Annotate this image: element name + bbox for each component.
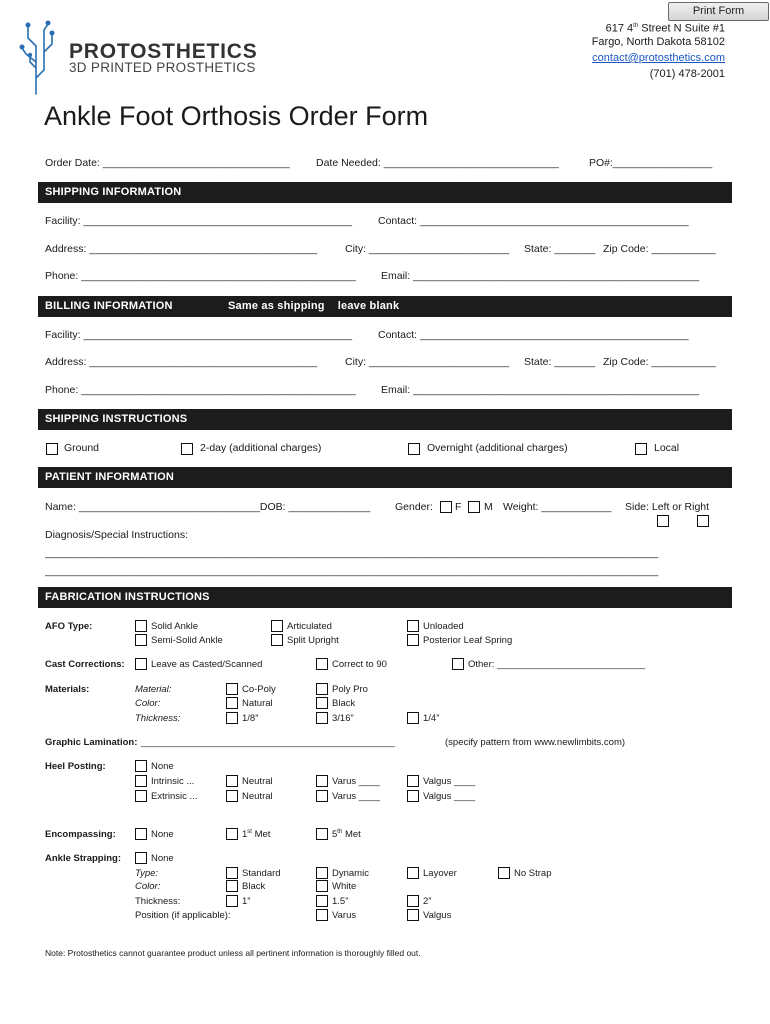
brand-tagline: 3D PRINTED PROSTHETICS [69, 60, 256, 75]
billing-city-field[interactable]: City: ________________________ [345, 356, 510, 368]
footer-note: Note: Protosthetics cannot guarantee product unless all pertinent information is thoroughly filled out. [45, 948, 421, 958]
semi-solid-ankle-checkbox[interactable] [135, 634, 147, 646]
strap-position-label: Position (if applicable): [135, 910, 231, 921]
email-link[interactable]: contact@protosthetics.com [592, 52, 725, 64]
billing-email-field[interactable]: Email: _________________________________________________ [381, 384, 700, 396]
intrinsic-varus-field[interactable]: Varus ____ [332, 776, 380, 787]
thickness-3-16-checkbox[interactable] [316, 712, 328, 724]
layover-checkbox[interactable] [407, 867, 419, 879]
address-line-1: 617 4th Street N Suite #1 [605, 22, 725, 35]
billing-contact-field[interactable]: Contact: ______________________________________________ [378, 329, 689, 341]
one-inch-checkbox[interactable] [226, 895, 238, 907]
leave-as-cast-checkbox[interactable] [135, 658, 147, 670]
billing-header-label: BILLING INFORMATION [45, 300, 173, 312]
split-upright-checkbox[interactable] [271, 634, 283, 646]
solid-ankle-checkbox[interactable] [135, 620, 147, 632]
company-phone: (701) 478-2001 [649, 68, 725, 80]
local-label: Local [654, 442, 680, 454]
shipping-facility-field[interactable]: Facility: ______________________________________________ [45, 215, 353, 227]
address-line-2: Fargo, North Dakota 58102 [591, 36, 725, 48]
intrinsic-valgus-checkbox[interactable] [407, 775, 419, 787]
natural-label: Natural [242, 698, 273, 709]
date-needed-field[interactable]: Date Needed: ______________________________ [316, 157, 559, 169]
unloaded-label: Unloaded [423, 621, 464, 632]
split-upright-label: Split Upright [287, 635, 339, 646]
correct-to-90-checkbox[interactable] [316, 658, 328, 670]
intrinsic-varus-checkbox[interactable] [316, 775, 328, 787]
intrinsic-neutral-label: Neutral [242, 776, 273, 787]
strap-thickness-label: Thickness: [135, 896, 181, 907]
extrinsic-neutral-label: Neutral [242, 791, 273, 802]
diagnosis-label: Diagnosis/Special Instructions: [45, 529, 188, 541]
billing-facility-field[interactable]: Facility: ______________________________________________ [45, 329, 353, 341]
po-field[interactable]: PO#:_________________ [589, 157, 713, 169]
shipping-address-field[interactable]: Address: _______________________________________ [45, 243, 318, 255]
strapping-none-checkbox[interactable] [135, 852, 147, 864]
strap-valgus-checkbox[interactable] [407, 909, 419, 921]
intrinsic-label: Intrinsic ... [151, 776, 195, 787]
strap-varus-checkbox[interactable] [316, 909, 328, 921]
thickness-1-8-checkbox[interactable] [226, 712, 238, 724]
overnight-label: Overnight (additional charges) [427, 442, 568, 454]
encompassing-none-label: None [151, 829, 174, 840]
encompassing-label: Encompassing: [45, 829, 116, 840]
weight-field[interactable]: Weight: ____________ [503, 501, 612, 513]
gender-label: Gender: [395, 501, 433, 513]
unloaded-checkbox[interactable] [407, 620, 419, 632]
side-left-checkbox[interactable] [657, 515, 669, 527]
print-form-button[interactable]: Print Form [668, 2, 769, 21]
diagnosis-line-1[interactable]: _________________________________________________________________________________________________________ [45, 547, 659, 559]
standard-checkbox[interactable] [226, 867, 238, 879]
intrinsic-checkbox[interactable] [135, 775, 147, 787]
extrinsic-valgus-checkbox[interactable] [407, 790, 419, 802]
graphic-lamination-field[interactable]: ________________________________________________ [141, 737, 395, 748]
gender-female-label: F [455, 501, 462, 513]
thickness-1-8-label: 1/8” [242, 713, 259, 724]
fifth-met-checkbox[interactable] [316, 828, 328, 840]
one-five-inch-checkbox[interactable] [316, 895, 328, 907]
strapping-none-label: None [151, 853, 174, 864]
shipping-phone-field[interactable]: Phone: _______________________________________________ [45, 270, 356, 282]
color-sub-label: Color: [135, 698, 161, 709]
gender-male-checkbox[interactable] [468, 501, 480, 513]
billing-phone-field[interactable]: Phone: _______________________________________________ [45, 384, 356, 396]
two-day-checkbox[interactable] [181, 443, 193, 455]
natural-checkbox[interactable] [226, 697, 238, 709]
extrinsic-varus-checkbox[interactable] [316, 790, 328, 802]
co-poly-checkbox[interactable] [226, 683, 238, 695]
diagnosis-line-2[interactable]: _________________________________________________________________________________________________________ [45, 565, 659, 577]
solid-ankle-label: Solid Ankle [151, 621, 199, 632]
extrinsic-label: Extrinsic ... [151, 791, 198, 802]
ankle-strapping-label: Ankle Strapping: [45, 853, 122, 864]
overnight-checkbox[interactable] [408, 443, 420, 455]
billing-address-field[interactable]: Address: _______________________________________ [45, 356, 318, 368]
first-met-checkbox[interactable] [226, 828, 238, 840]
shipping-zip-field[interactable]: Zip Code: ___________ [603, 243, 716, 255]
cast-corrections-label: Cast Corrections: [45, 659, 125, 670]
dynamic-label: Dynamic [332, 868, 369, 879]
articulated-label: Articulated [287, 621, 332, 632]
thickness-sub-label: Thickness: [135, 713, 181, 724]
shipping-instructions-header: SHIPPING INSTRUCTIONS [38, 409, 732, 430]
two-inch-checkbox[interactable] [407, 895, 419, 907]
co-poly-label: Co-Poly [242, 684, 276, 695]
extrinsic-neutral-checkbox[interactable] [226, 790, 238, 802]
two-day-label: 2-day (additional charges) [200, 442, 322, 454]
heel-posting-label: Heel Posting: [45, 761, 106, 772]
strap-varus-label: Varus [332, 910, 357, 921]
graphic-lamination-label: Graphic Lamination: [45, 737, 138, 748]
no-strap-checkbox[interactable] [498, 867, 510, 879]
one-five-inch-label: 1.5” [332, 896, 349, 907]
strap-valgus-label: Valgus [423, 910, 452, 921]
materials-label: Materials: [45, 684, 90, 695]
extrinsic-valgus-field[interactable]: Valgus ____ [423, 791, 476, 802]
patient-info-header: PATIENT INFORMATION [38, 467, 732, 488]
black-checkbox[interactable] [316, 697, 328, 709]
billing-same-as-shipping-note: Same as shipping leave blank [228, 300, 400, 312]
gender-male-label: M [484, 501, 493, 513]
ground-label: Ground [64, 442, 100, 454]
side-right-checkbox[interactable] [697, 515, 709, 527]
afo-type-label: AFO Type: [45, 621, 93, 632]
shipping-info-header: SHIPPING INFORMATION [38, 182, 732, 203]
billing-info-header [38, 296, 732, 317]
billing-zip-field[interactable]: Zip Code: ___________ [603, 356, 716, 368]
thickness-1-4-checkbox[interactable] [407, 712, 419, 724]
local-checkbox[interactable] [635, 443, 647, 455]
thickness-3-16-label: 3/16” [332, 713, 354, 724]
other-field[interactable]: Other: ____________________________ [468, 659, 645, 670]
ground-checkbox[interactable] [46, 443, 58, 455]
encompassing-none-checkbox[interactable] [135, 828, 147, 840]
black-label: Black [332, 698, 356, 709]
layover-label: Layover [423, 868, 457, 879]
material-sub-label: Material: [135, 684, 172, 695]
thickness-1-4-label: 1/4” [423, 713, 440, 724]
strap-black-label: Black [242, 881, 266, 892]
graphic-lamination-note: (specify pattern from www.newlimbits.com) [445, 737, 626, 748]
billing-state-field[interactable]: State: _______ [524, 356, 596, 368]
strap-color-label: Color: [135, 881, 161, 892]
no-strap-label: No Strap [514, 868, 552, 879]
page-title: Ankle Foot Orthosis Order Form [44, 101, 429, 131]
fabrication-header: FABRICATION INSTRUCTIONS [38, 587, 732, 608]
posterior-leaf-checkbox[interactable] [407, 634, 419, 646]
two-inch-label: 2” [423, 896, 432, 907]
brand-name: PROTOSTHETICS [69, 40, 258, 63]
standard-label: Standard [242, 868, 281, 879]
poly-pro-checkbox[interactable] [316, 683, 328, 695]
poly-pro-label: Poly Pro [332, 684, 368, 695]
white-checkbox[interactable] [316, 880, 328, 892]
shipping-contact-field[interactable]: Contact: ______________________________________________ [378, 215, 689, 227]
heel-none-label: None [151, 761, 174, 772]
side-label: Side: Left or Right [625, 501, 710, 513]
intrinsic-valgus-field[interactable]: Valgus ____ [423, 776, 476, 787]
other-checkbox[interactable] [452, 658, 464, 670]
shipping-city-field[interactable]: City: ________________________ [345, 243, 510, 255]
gender-female-checkbox[interactable] [440, 501, 452, 513]
shipping-email-field[interactable]: Email: _________________________________________________ [381, 270, 700, 282]
patient-name-dob-field[interactable]: Name: _______________________________DOB: ______________ [45, 501, 371, 513]
order-date-field[interactable]: Order Date: ________________________________ [45, 157, 290, 169]
semi-solid-ankle-label: Semi-Solid Ankle [151, 635, 223, 646]
posterior-leaf-label: Posterior Leaf Spring [423, 635, 513, 646]
one-inch-label: 1” [242, 896, 251, 907]
first-met-label: 1st Met [242, 829, 271, 841]
heel-none-checkbox[interactable] [135, 760, 147, 772]
extrinsic-checkbox[interactable] [135, 790, 147, 802]
logo-icon [18, 18, 58, 96]
dynamic-checkbox[interactable] [316, 867, 328, 879]
strap-black-checkbox[interactable] [226, 880, 238, 892]
intrinsic-neutral-checkbox[interactable] [226, 775, 238, 787]
strap-type-label: Type: [135, 868, 159, 879]
white-label: White [332, 881, 357, 892]
correct-to-90-label: Correct to 90 [332, 659, 387, 670]
extrinsic-varus-field[interactable]: Varus ____ [332, 791, 380, 802]
articulated-checkbox[interactable] [271, 620, 283, 632]
shipping-state-field[interactable]: State: _______ [524, 243, 596, 255]
fifth-met-label: 5th Met [332, 829, 361, 841]
leave-as-cast-label: Leave as Casted/Scanned [151, 659, 263, 670]
